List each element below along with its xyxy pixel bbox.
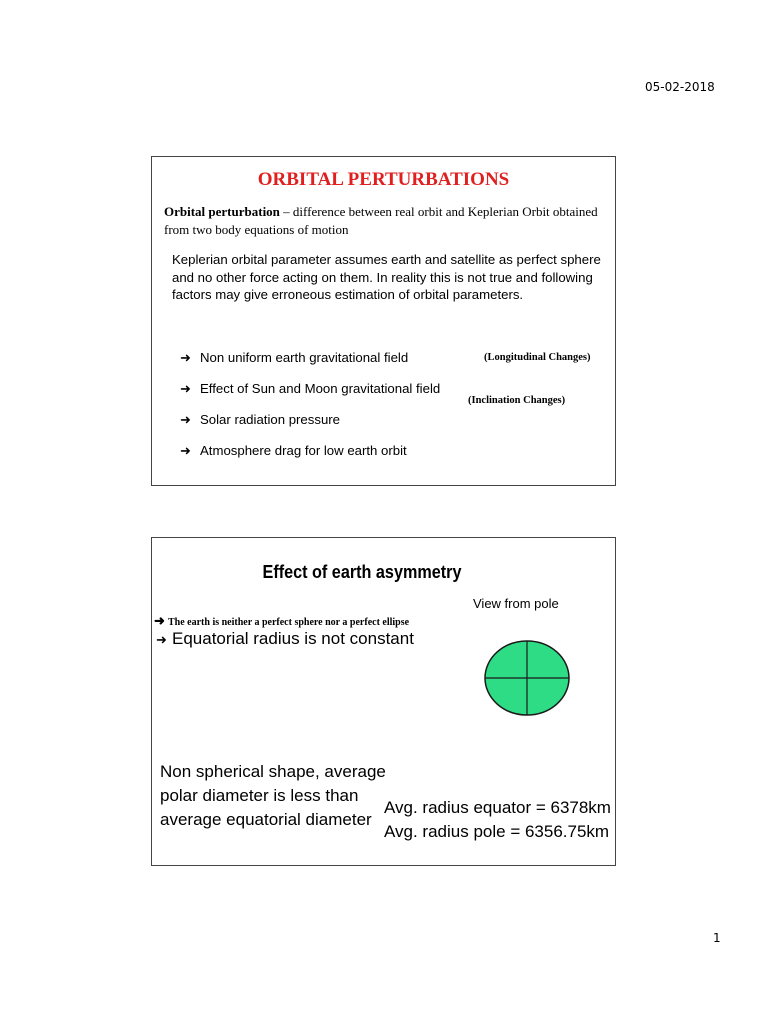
avg-radius-equator: Avg. radius equator = 6378km	[384, 798, 611, 817]
view-from-pole-label: View from pole	[473, 596, 559, 611]
average-radii	[384, 796, 614, 844]
slide-orbital-perturbations	[151, 156, 616, 486]
earth-shape-note: ➜ The earth is neither a perfect sphere nor a perfect ellipse	[154, 613, 410, 628]
arrow-icon: ➜	[156, 632, 167, 647]
definition	[164, 203, 614, 239]
slide-title: ORBITAL PERTURBATIONS	[257, 169, 510, 190]
inclination-note: (Inclination Changes)	[468, 395, 566, 406]
avg-radius-pole: Avg. radius pole = 6356.75km	[384, 822, 610, 841]
earth-pole-view-icon	[482, 638, 572, 718]
arrow-icon: ➜	[154, 613, 165, 628]
bullet-item: ➜ Atmosphere drag for low earth orbit	[180, 443, 407, 458]
arrow-icon: ➜	[180, 412, 191, 427]
shape-description: Non spherical shape, average polar diameter is less than average equatorial diameter	[160, 762, 386, 829]
arrow-icon: ➜	[180, 350, 191, 365]
longitudinal-note: (Longitudinal Changes)	[484, 352, 591, 363]
slide-earth-asymmetry	[151, 537, 616, 866]
slide-title: Effect of earth asymmetry	[262, 562, 462, 582]
bullet-item: ➜ Solar radiation pressure	[180, 412, 341, 427]
definition-text: – difference between real orbit and Keplerian Orbit obtained from two body equations of motion	[164, 204, 598, 237]
arrow-icon: ➜	[180, 381, 191, 396]
equatorial-radius-bullet: ➜ Equatorial radius is not constant	[156, 629, 414, 648]
bullet-item: ➜ Non uniform earth gravitational field	[180, 350, 409, 365]
page-number: 1	[713, 931, 721, 945]
bullet-item: ➜ Effect of Sun and Moon gravitational field	[180, 381, 441, 396]
arrow-icon: ➜	[180, 443, 191, 458]
page-date: 05-02-2018	[645, 80, 715, 94]
definition-term: Orbital perturbation	[164, 204, 280, 219]
intro-paragraph: Keplerian orbital parameter assumes earth and satellite as perfect sphere and no other force acting on them. In reality this is not true and following factors may give erroneous estimation of orbital parameters.	[172, 252, 601, 302]
